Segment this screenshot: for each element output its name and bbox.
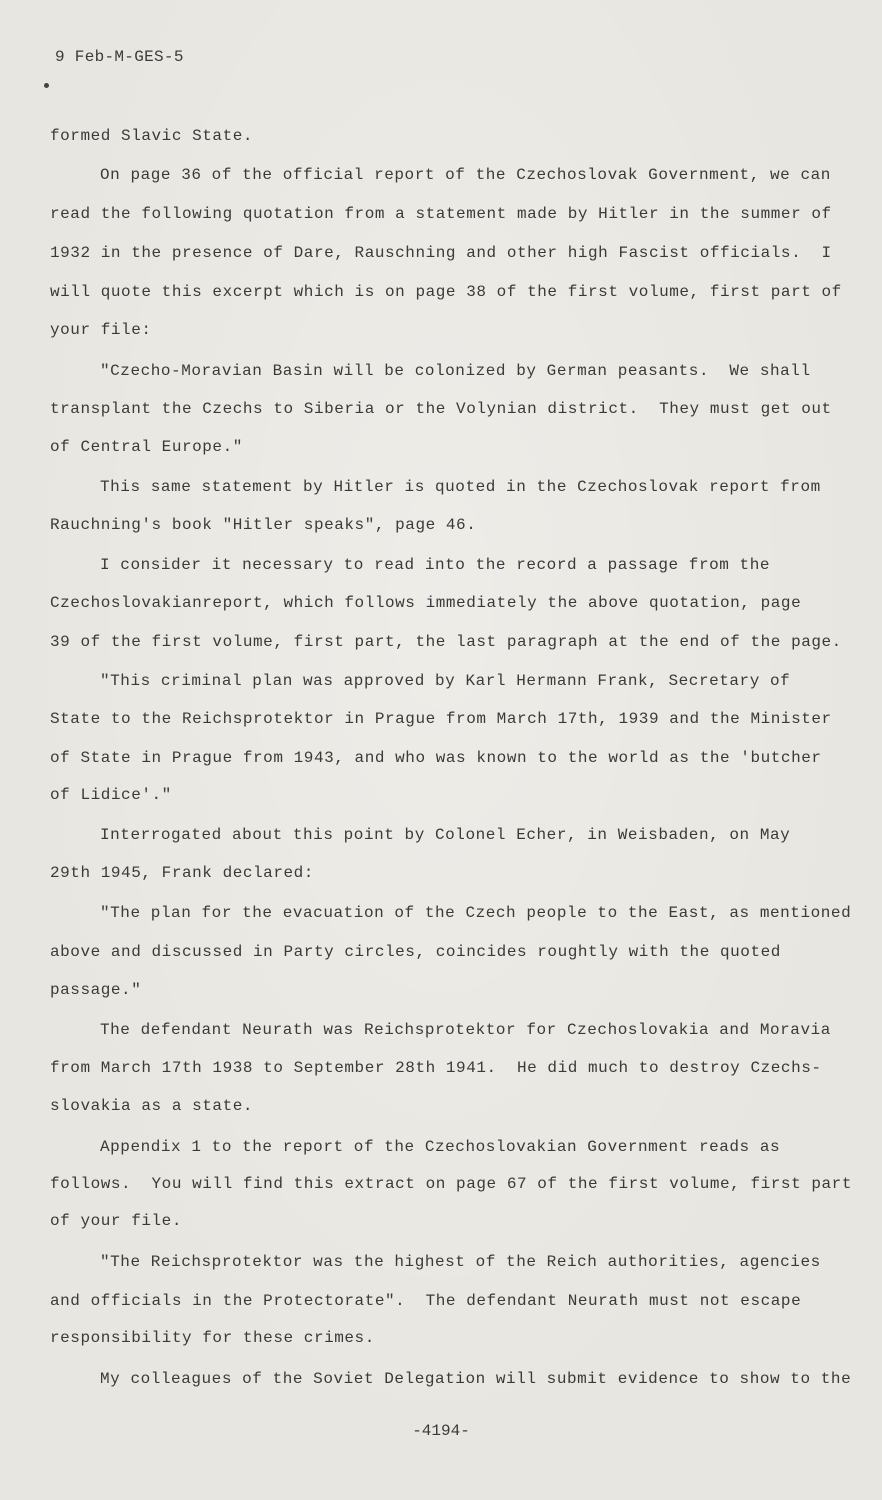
text-line: State to the Reichsprotektor in Prague from March 17th, 1939 and the Minister bbox=[50, 710, 832, 728]
text-line: The defendant Neurath was Reichsprotektor for Czechoslovakia and Moravia bbox=[100, 1021, 831, 1039]
text-line: "The plan for the evacuation of the Czech people to the East, as mentioned bbox=[100, 904, 852, 922]
ink-mark bbox=[44, 83, 49, 88]
text-line: "The Reichsprotektor was the highest of the Reich authorities, agencies bbox=[100, 1253, 821, 1271]
text-line: transplant the Czechs to Siberia or the Volynian district. They must get out bbox=[50, 400, 832, 418]
text-line: Appendix 1 to the report of the Czechoslovakian Government reads as bbox=[100, 1138, 781, 1156]
text-line: slovakia as a state. bbox=[50, 1097, 254, 1115]
text-line: On page 36 of the official report of the Czechoslovak Government, we can bbox=[100, 166, 831, 184]
text-line: "Czecho-Moravian Basin will be colonized by German peasants. We shall bbox=[100, 362, 811, 380]
text-line: My colleagues of the Soviet Delegation will submit evidence to show to the bbox=[100, 1370, 852, 1388]
text-line: and officials in the Protectorate". The defendant Neurath must not escape bbox=[50, 1292, 802, 1310]
text-line: "This criminal plan was approved by Karl Hermann Frank, Secretary of bbox=[100, 672, 791, 690]
text-line: responsibility for these crimes. bbox=[50, 1329, 375, 1347]
text-line: will quote this excerpt which is on page 38 of the first volume, first part of bbox=[50, 283, 842, 301]
text-line: 29th 1945, Frank declared: bbox=[50, 864, 314, 882]
text-line: of Lidice'." bbox=[50, 786, 172, 804]
text-line: formed Slavic State. bbox=[50, 127, 254, 145]
text-line: 39 of the first volume, first part, the last paragraph at the end of the page. bbox=[50, 633, 842, 651]
text-line: I consider it necessary to read into the record a passage from the bbox=[100, 556, 771, 574]
text-line: This same statement by Hitler is quoted in the Czechoslovak report from bbox=[100, 478, 821, 496]
text-line: 1932 in the presence of Dare, Rauschning and other high Fascist officials. I bbox=[50, 244, 832, 262]
text-line: passage." bbox=[50, 981, 142, 999]
text-line: of Central Europe." bbox=[50, 438, 243, 456]
text-line: follows. You will find this extract on page 67 of the first volume, first part bbox=[50, 1175, 852, 1193]
text-line: Interrogated about this point by Colonel Echer, in Weisbaden, on May bbox=[100, 826, 791, 844]
text-line: of your file. bbox=[50, 1212, 182, 1230]
page-identifier: 9 Feb-M-GES-5 bbox=[55, 48, 184, 66]
text-line: Czechoslovakianreport, which follows immediately the above quotation, page bbox=[50, 594, 802, 612]
page-number: -4194- bbox=[412, 1422, 470, 1440]
text-line: of State in Prague from 1943, and who was known to the world as the 'butcher bbox=[50, 749, 822, 767]
text-line: Rauchning's book "Hitler speaks", page 46. bbox=[50, 516, 477, 534]
text-line: above and discussed in Party circles, coincides roughtly with the quoted bbox=[50, 943, 781, 961]
text-line: from March 17th 1938 to September 28th 1941. He did much to destroy Czechs- bbox=[50, 1059, 822, 1077]
text-line: read the following quotation from a statement made by Hitler in the summer of bbox=[50, 205, 832, 223]
text-line: your file: bbox=[50, 321, 152, 339]
